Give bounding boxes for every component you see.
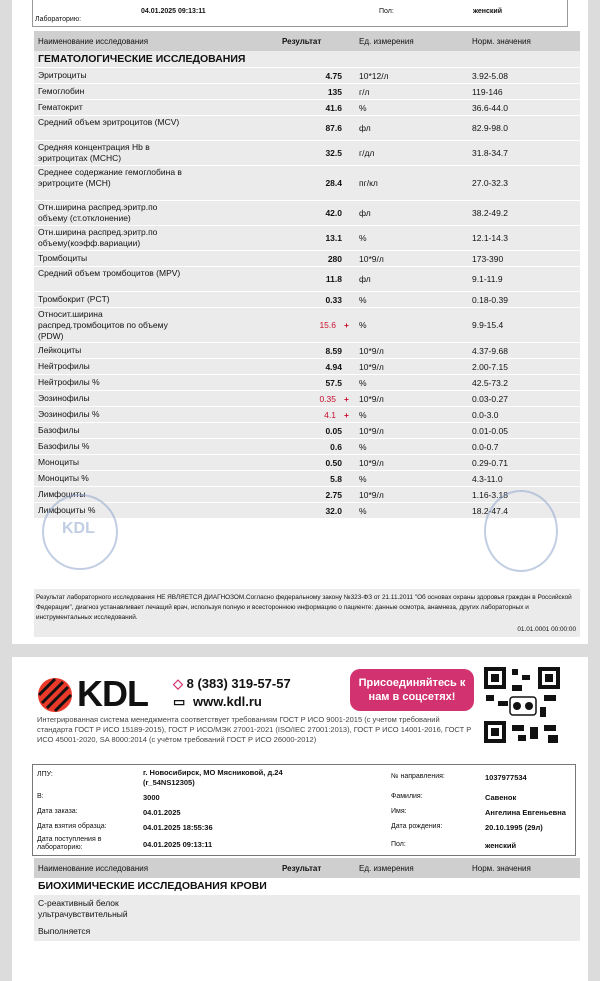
norm-range: 0.29-0.71	[472, 457, 508, 468]
unit-value: %	[359, 320, 367, 330]
unit-value: фл	[359, 274, 371, 284]
arrival-date-label-1: Дата поступления в	[37, 836, 102, 843]
unit-value: фл	[359, 208, 371, 218]
norm-range: 42.5-73.2	[472, 377, 508, 388]
result-value: 4.94	[325, 361, 342, 372]
unit-value: %	[359, 102, 367, 113]
table-row	[34, 391, 580, 406]
test-name: Отн.ширина распред.эритр.по объему(коэфф.вариации)	[38, 227, 158, 248]
result-value: 8.59	[325, 345, 342, 356]
order-date-value: 04.01.2025	[143, 808, 181, 817]
norm-range: 0.03-0.27	[472, 393, 508, 404]
social-banner[interactable]: Присоединяйтесь к нам в соцсетях!	[350, 669, 474, 711]
col-result: Результат	[282, 37, 322, 46]
norm-range: 9.1-11.9	[472, 274, 503, 284]
col-unit-2: Ед. измерения	[359, 864, 414, 873]
norm-range: 2.00-7.15	[472, 361, 508, 372]
table-row	[34, 359, 580, 374]
unit-value: фл	[359, 123, 371, 133]
patient-info-table	[32, 764, 576, 856]
norm-range: 18.2-47.4	[472, 505, 508, 516]
result-value: 87.6	[325, 123, 342, 133]
unit-value: %	[359, 377, 367, 388]
section-title: ГЕМАТОЛОГИЧЕСКИЕ ИССЛЕДОВАНИЯ	[34, 51, 580, 67]
unit-value: %	[359, 473, 367, 484]
arrival-label: Лабораторию:	[35, 16, 82, 23]
norm-range: 119-146	[472, 86, 503, 97]
table-row	[34, 292, 580, 307]
unit-value: 10*12/л	[359, 70, 389, 81]
unit-value: пг/кл	[359, 178, 378, 188]
referral-label: № направления:	[391, 773, 445, 780]
v-label: В:	[37, 793, 44, 800]
table-row	[34, 201, 580, 225]
test-name: Эозинофилы %	[38, 409, 100, 419]
qr-code[interactable]	[482, 665, 562, 745]
unit-value: %	[359, 233, 367, 243]
norm-range: 27.0-32.3	[472, 178, 508, 188]
table-row	[34, 84, 580, 99]
iso-statement: Интегрированная система менеджмента соответствует требованиям ГОСТ Р ИСО 9001-2015 (с учетом требований стандарта ГОСТ Р ИСО 15189-2015), ГОСТ Р ИСО/МЭК 27001-2021 (ISO/IEC 27001:2013), ГОСТ Р ИСО 14001-2016, ГОСТ Р ИСО 45001-2020, SA 8000:2014 (с учётом требований ГОСТ Р ИСО 26000-2012)	[37, 715, 472, 744]
result-value: 32.5	[325, 148, 342, 158]
col-norm: Норм. значения	[472, 37, 531, 46]
unit-value: %	[359, 294, 367, 305]
result-value: 0.6	[330, 441, 342, 452]
table-row	[34, 251, 580, 266]
test-name: Лимфоциты	[38, 489, 86, 499]
result-value: 57.5	[325, 377, 342, 388]
result-value: 28.4	[325, 178, 342, 188]
test-name: Среднее содержание гемоглобина в эритроците (MCH)	[38, 167, 182, 188]
norm-range: 82.9-98.0	[472, 123, 508, 133]
dob-value: 20.10.1995 (29л)	[485, 823, 543, 832]
surname-value: Савенок	[485, 793, 517, 802]
unit-value: 10*9/л	[359, 393, 384, 404]
table-row	[34, 343, 580, 358]
table-row	[34, 407, 580, 422]
patient-info-strip	[32, 0, 568, 27]
unit-value: 10*9/л	[359, 457, 384, 468]
unit-value: 10*9/л	[359, 361, 384, 372]
kdl-logo-icon	[37, 677, 73, 713]
table-row	[34, 423, 580, 438]
table-row	[34, 439, 580, 454]
table-row	[34, 455, 580, 470]
signature-stamp	[484, 490, 558, 572]
norm-range: 12.1-14.3	[472, 233, 508, 243]
test-name: Нейтрофилы %	[38, 377, 100, 387]
lpu-value: г. Новосибирск, МО Мясниковой, д.24	[143, 768, 283, 777]
kdl-logo	[37, 673, 157, 714]
phone-number[interactable]: ◇ 8 (383) 319-57-57	[173, 676, 291, 691]
lab-stamp: KDL	[42, 494, 118, 570]
website-link[interactable]: ▭ www.kdl.ru	[173, 694, 262, 709]
result-value: 280	[327, 253, 342, 264]
table-header	[34, 31, 580, 51]
results-page-1	[12, 0, 588, 644]
sex-label-2: Пол:	[391, 841, 406, 848]
result-value: 0.50	[325, 457, 342, 468]
sex-value-2: женский	[485, 841, 517, 850]
table-row	[34, 267, 580, 291]
result-value: 4.75	[325, 70, 342, 81]
lpu-code: (r_54NS12305)	[143, 778, 195, 787]
norm-range: 4.37-9.68	[472, 345, 508, 356]
sample-date-value: 04.01.2025 18:55:36	[143, 823, 213, 832]
test-name: Нейтрофилы	[38, 361, 90, 371]
norm-range: 9.9-15.4	[472, 320, 504, 330]
col-name-2: Наименование исследования	[38, 864, 149, 873]
test-name: Гемоглобин	[38, 86, 85, 96]
table-row	[34, 471, 580, 486]
test-status: Выполняется	[38, 926, 91, 936]
result-value: 42.0	[325, 208, 342, 218]
norm-range: 36.6-44.0	[472, 102, 508, 113]
result-value: 2.75	[325, 489, 342, 500]
norm-range: 31.8-34.7	[472, 148, 508, 158]
surname-label: Фамилия:	[391, 793, 423, 800]
test-name: Эритроциты	[38, 70, 87, 80]
unit-value: г/дл	[359, 148, 375, 158]
result-value: 135	[327, 86, 342, 97]
table-row	[34, 100, 580, 115]
table-row	[34, 895, 580, 941]
unit-value: %	[359, 409, 367, 420]
col-norm-2: Норм. значения	[472, 864, 531, 873]
section-title-2: БИОХИМИЧЕСКИЕ ИССЛЕДОВАНИЯ КРОВИ	[34, 878, 580, 894]
test-name: Эозинофилы	[38, 393, 90, 403]
logo-text: KDL	[77, 673, 148, 714]
test-name: Отн.ширина распред.эритр.по объему (ст.отклонение)	[38, 202, 158, 223]
results-page-2	[12, 657, 588, 981]
test-name: Базофилы	[38, 425, 80, 435]
test-name: Лейкоциты	[38, 345, 82, 355]
test-name: Тромбокрит (PCT)	[38, 294, 110, 304]
referral-value: 1037977534	[485, 773, 527, 782]
unit-value: %	[359, 505, 367, 516]
dob-label: Дата рождения:	[391, 823, 443, 830]
arrival-date-label-2: лабораторию:	[37, 844, 83, 851]
test-name: Моноциты %	[38, 473, 89, 483]
norm-range: 4.3-11.0	[472, 473, 503, 484]
unit-value: 10*9/л	[359, 345, 384, 356]
table-row	[34, 308, 580, 342]
table-row	[34, 116, 580, 140]
monitor-icon: ▭	[173, 694, 186, 709]
result-value: 11.8	[325, 274, 342, 284]
result-value: 4.1	[324, 409, 336, 420]
table-header-2	[34, 858, 580, 878]
disclaimer-box	[34, 589, 580, 637]
norm-range: 0.18-0.39	[472, 294, 508, 305]
result-value: 5.8	[330, 473, 342, 484]
test-name: Лимфоциты %	[38, 505, 96, 515]
phone-icon: ◇	[173, 676, 183, 691]
test-name: Тромбоциты	[38, 253, 88, 263]
result-value: 0.35	[319, 393, 336, 404]
col-result-2: Результат	[282, 864, 322, 873]
norm-range: 3.92-5.08	[472, 70, 508, 81]
col-name: Наименование исследования	[38, 37, 149, 46]
lpu-label: ЛПУ:	[37, 771, 53, 778]
unit-value: 10*9/л	[359, 425, 384, 436]
col-unit: Ед. измерения	[359, 37, 414, 46]
table-row	[34, 141, 580, 165]
test-name: С-реактивный белок ультрачувствительный	[38, 898, 128, 919]
norm-range: 38.2-49.2	[472, 208, 508, 218]
unit-value: 10*9/л	[359, 489, 384, 500]
result-value: 0.05	[325, 425, 342, 436]
result-value: 13.1	[325, 233, 342, 243]
test-name: Средний объем тромбоцитов (MPV)	[38, 268, 181, 278]
result-value: 0.33	[325, 294, 342, 305]
table-row	[34, 68, 580, 83]
norm-range: 0.0-3.0	[472, 409, 499, 420]
result-value: 15.6	[319, 320, 336, 330]
sex-value: женский	[473, 8, 502, 15]
order-date-label: Дата заказа:	[37, 808, 78, 815]
norm-range: 1.16-3.18	[472, 489, 508, 500]
arrival-value: 04.01.2025 09:13:11	[141, 8, 206, 15]
norm-range: 0.01-0.05	[472, 425, 508, 436]
result-value: 32.0	[325, 505, 342, 516]
unit-value: 10*9/л	[359, 253, 384, 264]
abnormal-flag: +	[344, 393, 349, 404]
norm-range: 173-390	[472, 253, 504, 264]
name-label: Имя:	[391, 808, 407, 815]
table-row	[34, 375, 580, 390]
norm-range: 0.0-0.7	[472, 441, 499, 452]
test-name: Моноциты	[38, 457, 79, 467]
name-value: Ангелина Евгеньевна	[485, 808, 566, 817]
test-name: Средний объем эритроцитов (MCV)	[38, 117, 180, 127]
disclaimer-text: Результат лабораторного исследования НЕ ЯВЛЯЕТСЯ ДИАГНОЗОМ.Согласно федеральному закону №323-ФЗ от 21.11.2011 "Об основах охраны здоровья граждан в Российской Федерации", диагноз устанавливает лечащий врач, используя полную и всестороннюю информацию о пациенте: данные осмотра, анамнеза, других лабораторных и инструментальных исследований.	[36, 594, 572, 621]
sex-label: Пол:	[379, 8, 394, 15]
table-row	[34, 226, 580, 250]
test-name: Гематокрит	[38, 102, 83, 112]
test-name: Относит.ширина распред.тромбоцитов по объему (PDW)	[38, 309, 168, 341]
arrival-date-value: 04.01.2025 09:13:11	[143, 840, 213, 849]
test-name: Базофилы %	[38, 441, 90, 451]
table-row	[34, 166, 580, 200]
test-name: Средняя концентрация Hb в эритроцитах (MCHC)	[38, 142, 150, 163]
unit-value: %	[359, 441, 367, 452]
abnormal-flag: +	[344, 409, 349, 420]
unit-value: г/л	[359, 86, 370, 97]
sample-date-label: Дата взятия образца:	[37, 823, 107, 830]
document-code: 01.01.0001 00:00:00	[517, 626, 576, 633]
v-value: 3000	[143, 793, 160, 802]
abnormal-flag: +	[344, 320, 349, 330]
result-value: 41.6	[325, 102, 342, 113]
